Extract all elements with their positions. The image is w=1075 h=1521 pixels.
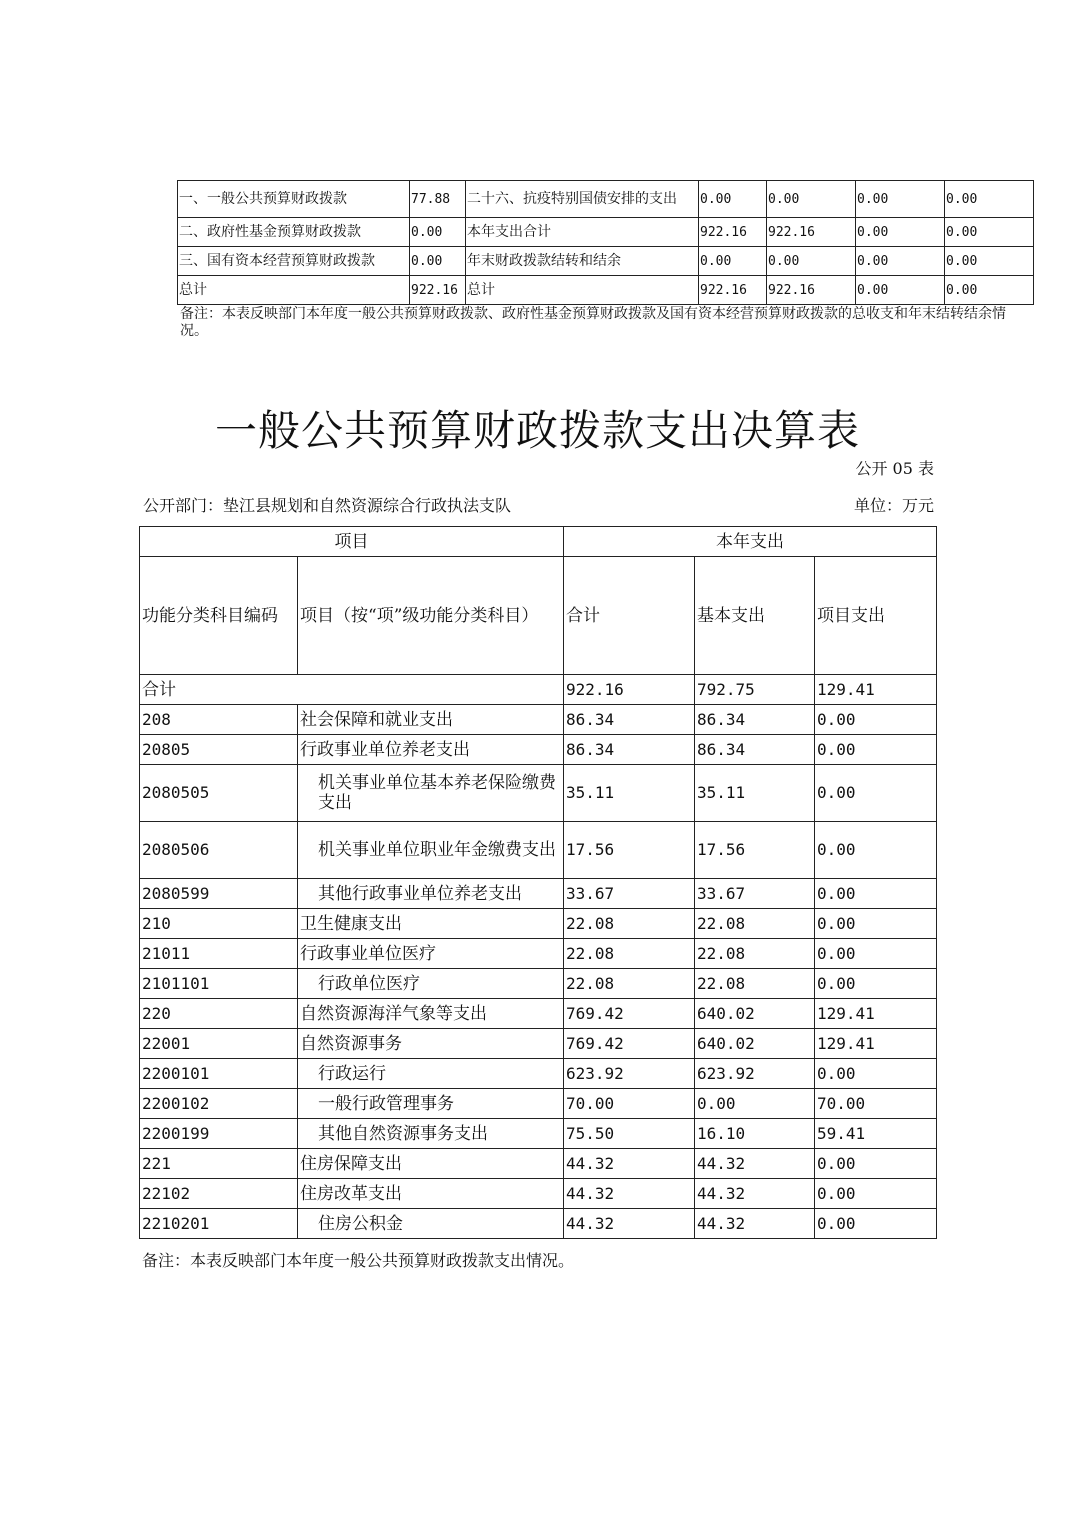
cell-code: 22102	[140, 1179, 298, 1209]
cell-basic: 22.08	[695, 909, 815, 939]
cell-code: 2080506	[140, 822, 298, 879]
table-row	[140, 735, 937, 765]
cell-name: 社会保障和就业支出	[298, 705, 564, 735]
financial-summary-table	[177, 180, 1034, 305]
cell-name: 其他自然资源事务支出	[298, 1119, 564, 1149]
cell-v4: 0.00	[945, 218, 1034, 247]
cell-total: 22.08	[564, 939, 695, 969]
cell-total: 769.42	[564, 1029, 695, 1059]
cell-basic: 86.34	[695, 735, 815, 765]
table-row	[140, 969, 937, 999]
cell-v1: 0.00	[699, 247, 767, 276]
cell-amount: 77.88	[410, 181, 466, 218]
cell-name: 住房保障支出	[298, 1149, 564, 1179]
cell-v3: 0.00	[856, 181, 945, 218]
header-project: 项目支出	[815, 557, 937, 675]
cell-item: 二十六、抗疫特别国债安排的支出	[466, 181, 699, 218]
total-basic: 792.75	[695, 675, 815, 705]
expenditure-table	[139, 526, 937, 1239]
cell-total: 75.50	[564, 1119, 695, 1149]
cell-total: 70.00	[564, 1089, 695, 1119]
cell-v2: 0.00	[767, 247, 856, 276]
cell-basic: 35.11	[695, 765, 815, 822]
table-row	[140, 822, 937, 879]
total-project: 129.41	[815, 675, 937, 705]
cell-amount: 0.00	[410, 247, 466, 276]
cell-v2: 0.00	[767, 181, 856, 218]
cell-project: 0.00	[815, 765, 937, 822]
cell-code: 20805	[140, 735, 298, 765]
cell-code: 2200101	[140, 1059, 298, 1089]
cell-basic: 640.02	[695, 999, 815, 1029]
total-total: 922.16	[564, 675, 695, 705]
cell-basic: 640.02	[695, 1029, 815, 1059]
table-row	[140, 1029, 937, 1059]
cell-name: 行政运行	[298, 1059, 564, 1089]
cell-total: 35.11	[564, 765, 695, 822]
form-code: 公开 05 表	[855, 459, 934, 478]
department-label: 公开部门：垫江县规划和自然资源综合行政执法支队	[143, 496, 512, 515]
cell-name: 自然资源海洋气象等支出	[298, 999, 564, 1029]
cell-total: 33.67	[564, 879, 695, 909]
cell-code: 22001	[140, 1029, 298, 1059]
cell-basic: 86.34	[695, 705, 815, 735]
header-row-group	[140, 527, 937, 557]
cell-project: 0.00	[815, 705, 937, 735]
table-row	[140, 1179, 937, 1209]
cell-code: 210	[140, 909, 298, 939]
header-item-group: 项目	[140, 527, 564, 557]
cell-code: 21011	[140, 939, 298, 969]
cell-total: 86.34	[564, 705, 695, 735]
cell-v3: 0.00	[856, 218, 945, 247]
cell-v2: 922.16	[767, 218, 856, 247]
cell-name: 一般行政管理事务	[298, 1089, 564, 1119]
cell-project: 0.00	[815, 909, 937, 939]
table-row	[140, 999, 937, 1029]
cell-name: 住房改革支出	[298, 1179, 564, 1209]
cell-name: 机关事业单位职业年金缴费支出	[298, 822, 564, 879]
cell-label: 一、一般公共预算财政拨款	[178, 181, 410, 218]
cell-project: 59.41	[815, 1119, 937, 1149]
total-label: 合计	[140, 675, 564, 705]
cell-basic: 44.32	[695, 1179, 815, 1209]
cell-item: 本年支出合计	[466, 218, 699, 247]
cell-amount: 922.16	[410, 276, 466, 305]
cell-total: 86.34	[564, 735, 695, 765]
header-row-columns	[140, 557, 937, 675]
cell-total: 769.42	[564, 999, 695, 1029]
cell-label: 二、政府性基金预算财政拨款	[178, 218, 410, 247]
table-row	[140, 879, 937, 909]
header-expense-group: 本年支出	[564, 527, 937, 557]
cell-amount: 0.00	[410, 218, 466, 247]
cell-v4: 0.00	[945, 276, 1034, 305]
cell-total: 17.56	[564, 822, 695, 879]
cell-basic: 44.32	[695, 1209, 815, 1239]
cell-code: 220	[140, 999, 298, 1029]
cell-project: 0.00	[815, 735, 937, 765]
cell-basic: 0.00	[695, 1089, 815, 1119]
cell-item: 年末财政拨款结转和结余	[466, 247, 699, 276]
cell-basic: 22.08	[695, 939, 815, 969]
cell-code: 2200102	[140, 1089, 298, 1119]
table-row	[178, 181, 1034, 218]
table-row	[140, 705, 937, 735]
cell-basic: 623.92	[695, 1059, 815, 1089]
cell-v1: 922.16	[699, 276, 767, 305]
table-row	[140, 1209, 937, 1239]
cell-name: 机关事业单位基本养老保险缴费支出	[298, 765, 564, 822]
cell-project: 0.00	[815, 1059, 937, 1089]
cell-item: 总计	[466, 276, 699, 305]
cell-v4: 0.00	[945, 181, 1034, 218]
cell-project: 0.00	[815, 939, 937, 969]
unit-label: 单位：万元	[853, 496, 934, 515]
cell-total: 22.08	[564, 969, 695, 999]
cell-total: 44.32	[564, 1149, 695, 1179]
table-row	[140, 909, 937, 939]
cell-name: 住房公积金	[298, 1209, 564, 1239]
header-basic: 基本支出	[695, 557, 815, 675]
cell-v3: 0.00	[856, 247, 945, 276]
cell-v4: 0.00	[945, 247, 1034, 276]
cell-total: 623.92	[564, 1059, 695, 1089]
cell-basic: 16.10	[695, 1119, 815, 1149]
table-row	[178, 276, 1034, 305]
cell-label: 三、国有资本经营预算财政拨款	[178, 247, 410, 276]
table-row	[140, 1059, 937, 1089]
cell-basic: 17.56	[695, 822, 815, 879]
cell-v3: 0.00	[856, 276, 945, 305]
table-row	[178, 218, 1034, 247]
summary-note: 备注：本表反映部门本年度一般公共预算财政拨款、政府性基金预算财政拨款及国有资本经营预算财政拨款的总收支和年末结转结余情况。	[180, 306, 1006, 339]
table-row	[140, 1089, 937, 1119]
cell-name: 其他行政事业单位养老支出	[298, 879, 564, 909]
cell-code: 2101101	[140, 969, 298, 999]
cell-project: 0.00	[815, 879, 937, 909]
cell-name: 行政事业单位养老支出	[298, 735, 564, 765]
cell-code: 2210201	[140, 1209, 298, 1239]
cell-basic: 44.32	[695, 1149, 815, 1179]
cell-name: 自然资源事务	[298, 1029, 564, 1059]
cell-project: 0.00	[815, 969, 937, 999]
table-row	[140, 1119, 937, 1149]
cell-total: 22.08	[564, 909, 695, 939]
cell-total: 44.32	[564, 1179, 695, 1209]
header-code: 功能分类科目编码	[140, 557, 298, 675]
cell-project: 0.00	[815, 822, 937, 879]
cell-project: 129.41	[815, 999, 937, 1029]
cell-label: 总计	[178, 276, 410, 305]
cell-project: 0.00	[815, 1149, 937, 1179]
cell-basic: 22.08	[695, 969, 815, 999]
cell-project: 0.00	[815, 1209, 937, 1239]
cell-name: 卫生健康支出	[298, 909, 564, 939]
cell-code: 2080505	[140, 765, 298, 822]
cell-basic: 33.67	[695, 879, 815, 909]
cell-code: 208	[140, 705, 298, 735]
cell-code: 2200199	[140, 1119, 298, 1149]
cell-name: 行政事业单位医疗	[298, 939, 564, 969]
table-row	[140, 1149, 937, 1179]
cell-project: 129.41	[815, 1029, 937, 1059]
table-row	[178, 247, 1034, 276]
table-row	[140, 939, 937, 969]
expenditure-note: 备注：本表反映部门本年度一般公共预算财政拨款支出情况。	[142, 1251, 575, 1270]
cell-project: 0.00	[815, 1179, 937, 1209]
header-name: 项目（按“项”级功能分类科目）	[298, 557, 564, 675]
total-row	[140, 675, 937, 705]
cell-v2: 922.16	[767, 276, 856, 305]
cell-total: 44.32	[564, 1209, 695, 1239]
cell-code: 2080599	[140, 879, 298, 909]
cell-v1: 0.00	[699, 181, 767, 218]
cell-name: 行政单位医疗	[298, 969, 564, 999]
table-row	[140, 765, 937, 822]
header-total: 合计	[564, 557, 695, 675]
cell-project: 70.00	[815, 1089, 937, 1119]
cell-v1: 922.16	[699, 218, 767, 247]
page-title: 一般公共预算财政拨款支出决算表	[214, 406, 860, 455]
cell-code: 221	[140, 1149, 298, 1179]
